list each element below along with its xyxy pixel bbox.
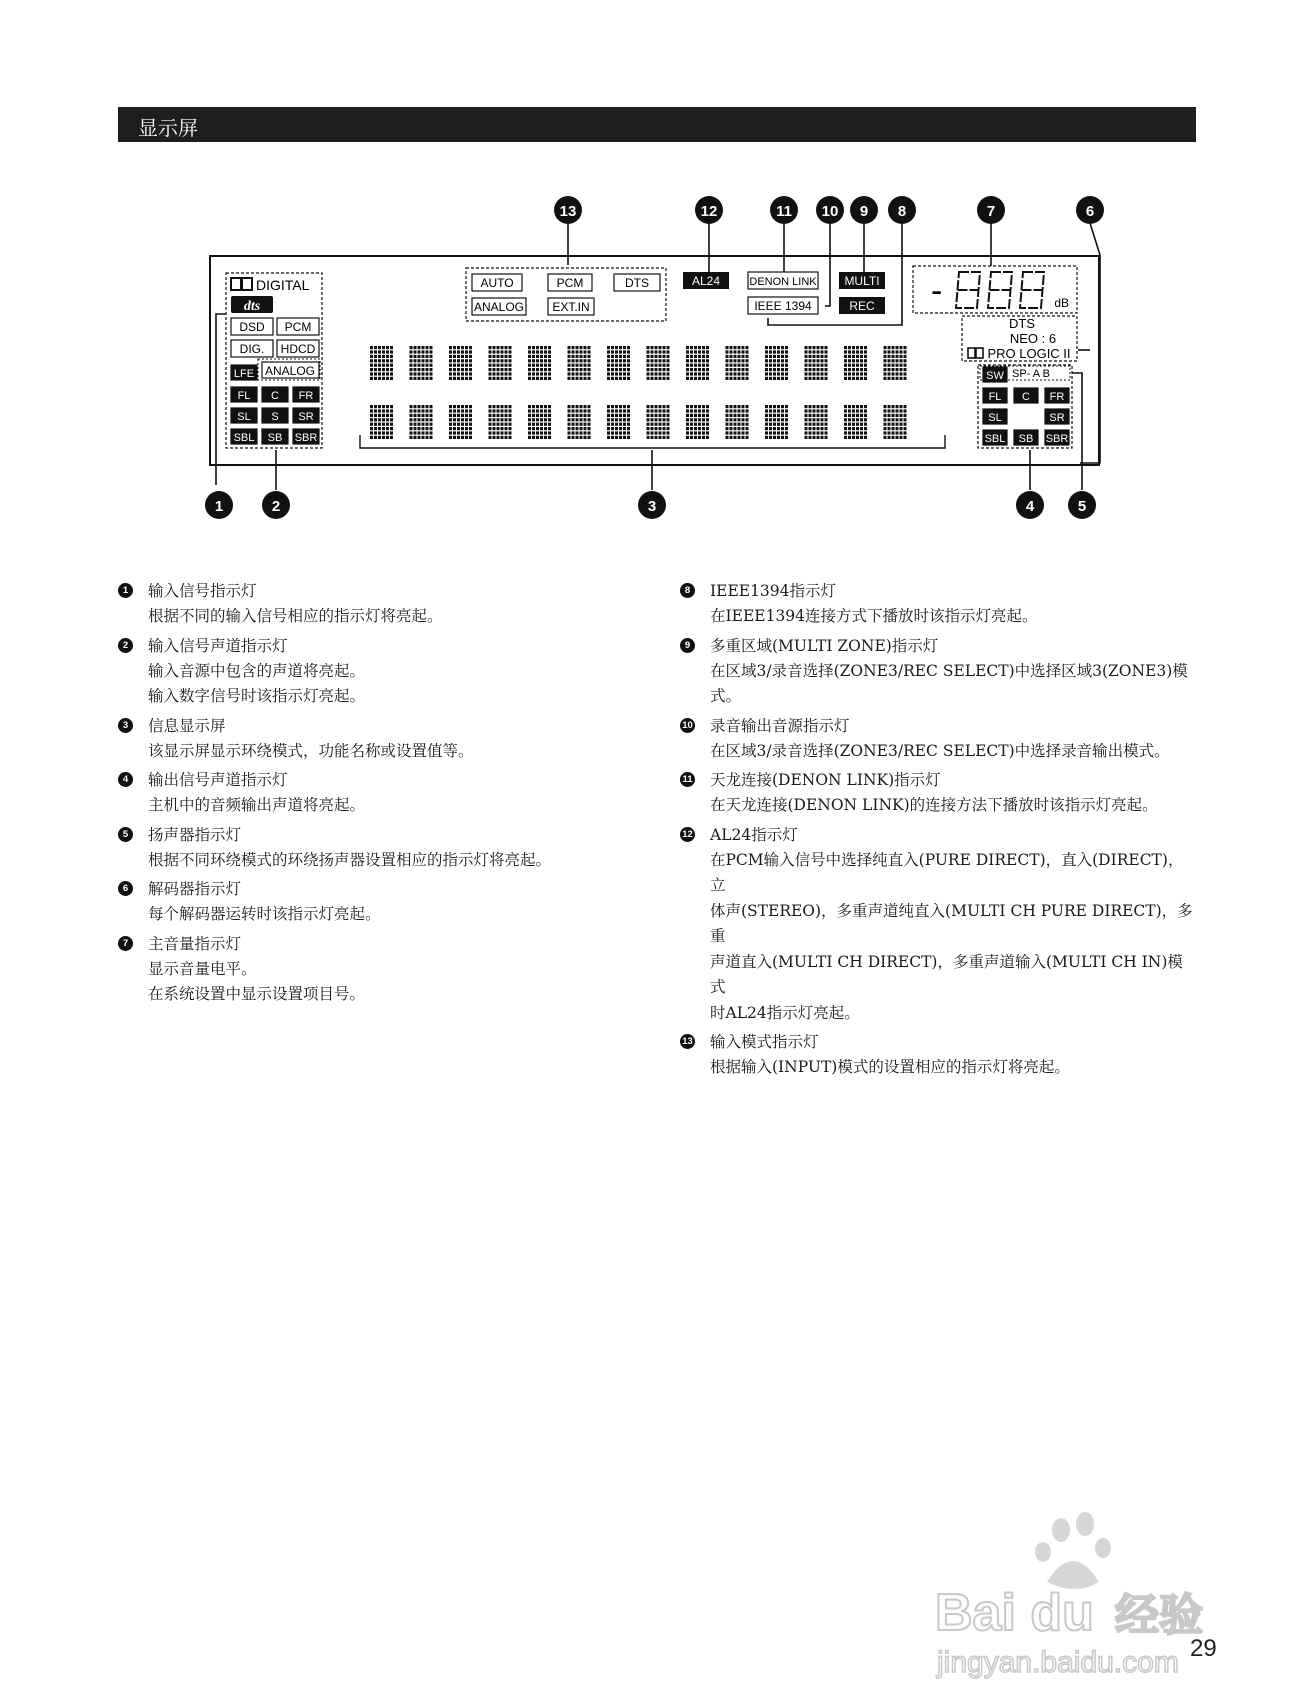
svg-text:MULTI: MULTI — [844, 274, 880, 288]
svg-text:PRO LOGIC II: PRO LOGIC II — [987, 346, 1071, 361]
legend-item-4 — [118, 767, 638, 819]
al24-indicator — [683, 272, 729, 289]
matrix-char — [805, 346, 828, 380]
svg-text:FL: FL — [237, 390, 251, 402]
svg-text:FL: FL — [988, 391, 1002, 403]
callout-2 — [262, 491, 290, 519]
svg-text:-: - — [931, 272, 943, 310]
legend-left-column — [118, 578, 638, 1011]
matrix-char — [449, 405, 472, 439]
dts-logo — [231, 296, 273, 314]
legend-item-desc: 在IEEE1394连接方式下播放时该指示灯亮起。 — [710, 607, 1038, 625]
legend-item-desc: 每个解码器运转时该指示灯亮起。 — [148, 905, 381, 923]
matrix-char — [410, 346, 433, 380]
svg-text:SR: SR — [298, 411, 314, 423]
analog-indicator — [262, 362, 319, 378]
legend-item-desc: 在区域3/录音选择(ZONE3/REC SELECT)中选择录音输出模式。 — [710, 741, 1170, 760]
matrix-char — [370, 405, 393, 439]
callout-10 — [816, 196, 844, 224]
legend-item-title: 9 多重区域(MULTI ZONE)指示灯 — [680, 633, 1195, 659]
input-ch-sl — [231, 408, 257, 423]
svg-text:5: 5 — [1077, 498, 1087, 515]
volume-digit — [956, 272, 980, 308]
decoder-dts: DTS — [1009, 316, 1035, 331]
legend-item-desc: 在系统设置中显示设置项目号。 — [148, 985, 366, 1003]
legend-item-title: 5 扬声器指示灯 — [118, 822, 638, 848]
output-ch-c — [1014, 388, 1038, 403]
matrix-char — [647, 405, 670, 439]
decoder-neo6: NEO : 6 — [1009, 331, 1057, 346]
matrix-char — [884, 346, 907, 380]
page-number: 29 — [1190, 1635, 1217, 1662]
svg-text:1: 1 — [214, 498, 224, 515]
legend-item-desc: 声道直入(MULTI CH DIRECT)，多重声道输入(MULTI CH IN)模式 — [710, 952, 1183, 996]
legend-item-title: 3 信息显示屏 — [118, 713, 638, 739]
baidu-watermark — [935, 1500, 1225, 1680]
svg-text:EXT.IN: EXT.IN — [552, 300, 590, 314]
svg-text:SR: SR — [1049, 412, 1065, 424]
legend-item-10 — [680, 713, 1195, 765]
svg-text:PCM: PCM — [556, 276, 584, 290]
callout-4 — [1016, 491, 1044, 519]
svg-text:DENON LINK: DENON LINK — [749, 276, 817, 288]
svg-text:HDCD: HDCD — [280, 342, 316, 356]
matrix-char — [884, 405, 907, 439]
legend-item-desc: 体声(STEREO)，多重声道纯直入(MULTI CH PURE DIRECT)，多重 — [710, 901, 1193, 945]
callout-1 — [205, 491, 233, 519]
rec-indicator — [839, 297, 885, 314]
legend-item-9 — [680, 633, 1195, 710]
legend-number-badge: 1 — [118, 583, 133, 598]
legend-item-8 — [680, 578, 1195, 630]
svg-text:2: 2 — [271, 498, 281, 515]
legend-item-1 — [118, 578, 638, 630]
decoder-pro-logic — [968, 346, 1071, 361]
callout-3 — [638, 491, 666, 519]
svg-text:dB: dB — [1054, 296, 1069, 310]
svg-text:SBL: SBL — [233, 432, 255, 444]
legend-item-desc: 输入音源中包含的声道将亮起。 — [148, 661, 366, 680]
pcm-indicator — [277, 318, 319, 335]
input-ch-fr — [293, 387, 319, 402]
matrix-char — [449, 346, 472, 380]
legend-item-desc: 在区域3/录音选择(ZONE3/REC SELECT)中选择区域3(ZONE3)模式。 — [710, 661, 1188, 705]
denon-link-indicator — [748, 272, 818, 289]
matrix-char — [686, 405, 709, 439]
output-ch-sbr — [1045, 430, 1069, 445]
legend-number-badge: 3 — [118, 718, 133, 733]
legend-right-column — [680, 578, 1195, 1084]
matrix-char — [489, 346, 512, 380]
callout-9 — [850, 196, 878, 224]
legend-item-12 — [680, 822, 1195, 1027]
svg-text:8: 8 — [897, 203, 907, 220]
svg-text:REC: REC — [849, 299, 875, 313]
legend-number-badge: 11 — [680, 772, 695, 787]
speaker-ab-indicator: SP- A B — [1012, 368, 1050, 380]
svg-text:ANALOG: ANALOG — [264, 364, 316, 378]
legend-item-desc: 时AL24指示灯亮起。 — [710, 1003, 860, 1022]
input-ch-sbr — [293, 429, 319, 444]
legend-number-badge: 10 — [680, 718, 695, 733]
matrix-char — [370, 346, 393, 380]
legend-item-5 — [118, 822, 638, 874]
matrix-char — [568, 346, 591, 380]
output-ch-sl — [983, 409, 1007, 424]
callout-7 — [977, 196, 1005, 224]
legend-item-title: 8 IEEE1394指示灯 — [680, 578, 1195, 604]
legend-item-title: 7 主音量指示灯 — [118, 931, 638, 957]
section-title: 显示屏 — [138, 116, 198, 140]
svg-text:10: 10 — [821, 203, 839, 220]
matrix-char — [765, 346, 788, 380]
svg-text:IEEE 1394: IEEE 1394 — [754, 299, 812, 313]
legend-number-badge: 8 — [680, 583, 695, 598]
input-mode-ext-in — [548, 298, 594, 315]
legend-item-desc: 该显示屏显示环绕模式，功能名称或设置值等。 — [148, 741, 474, 760]
legend-item-title: 13 输入模式指示灯 — [680, 1029, 1195, 1055]
output-ch-sw — [983, 367, 1007, 382]
svg-text:9: 9 — [859, 203, 869, 220]
input-ch-c — [262, 387, 288, 402]
hdcd-indicator — [277, 340, 319, 357]
legend-number-badge: 2 — [118, 638, 133, 653]
legend-item-3 — [118, 713, 638, 765]
svg-text:SL: SL — [237, 411, 251, 423]
svg-text:经验: 经验 — [1115, 1590, 1203, 1641]
legend-item-desc: 主机中的音频输出声道将亮起。 — [148, 796, 366, 814]
input-ch-lfe — [231, 365, 257, 380]
svg-text:DIGITAL: DIGITAL — [256, 277, 310, 293]
output-ch-sbl — [983, 430, 1007, 445]
svg-text:SB: SB — [1018, 433, 1034, 445]
svg-text:AL24: AL24 — [691, 274, 721, 288]
legend-item-desc: 显示音量电平。 — [148, 959, 257, 978]
callout-13 — [554, 196, 582, 224]
volume-digit — [988, 272, 1012, 308]
matrix-char — [726, 346, 749, 380]
svg-text:DIG.: DIG. — [239, 342, 265, 356]
matrix-char — [844, 346, 867, 380]
matrix-char — [726, 405, 749, 439]
matrix-char — [489, 405, 512, 439]
input-ch-sr — [293, 408, 319, 423]
svg-text:SB: SB — [267, 432, 283, 444]
information-display — [370, 346, 907, 439]
svg-text:dts: dts — [243, 299, 261, 314]
input-mode-dts — [614, 274, 660, 291]
matrix-char — [844, 405, 867, 439]
legend-item-desc: 输入数字信号时该指示灯亮起。 — [148, 687, 366, 705]
multi-indicator — [839, 272, 885, 289]
svg-text:PCM: PCM — [284, 320, 312, 334]
svg-text:3: 3 — [647, 498, 657, 515]
output-ch-sb — [1014, 430, 1038, 445]
svg-text:SL: SL — [988, 412, 1002, 424]
svg-text:FR: FR — [298, 390, 314, 402]
svg-text:SBR: SBR — [1045, 433, 1069, 445]
input-ch-sb — [262, 429, 288, 444]
output-ch-fr — [1045, 388, 1069, 403]
svg-text:ANALOG: ANALOG — [473, 300, 525, 314]
matrix-char — [686, 346, 709, 380]
legend-item-2 — [118, 633, 638, 710]
legend-item-desc: 根据不同环绕模式的环绕扬声器设置相应的指示灯将亮起。 — [148, 850, 552, 869]
matrix-char — [528, 346, 551, 380]
ieee1394-indicator — [748, 297, 818, 314]
svg-text:SBL: SBL — [984, 433, 1006, 445]
callout-12 — [695, 196, 723, 224]
svg-text:C: C — [271, 390, 279, 402]
svg-text:12: 12 — [700, 203, 718, 220]
legend-item-6 — [118, 876, 638, 928]
legend-number-badge: 7 — [118, 936, 133, 951]
input-mode-pcm — [548, 274, 592, 291]
input-mode-auto — [472, 274, 522, 291]
legend-item-13 — [680, 1029, 1195, 1081]
svg-text:DSD: DSD — [239, 320, 265, 334]
svg-text:6: 6 — [1085, 203, 1095, 220]
callout-5 — [1068, 491, 1096, 519]
legend-number-badge: 6 — [118, 881, 133, 896]
svg-text:SW: SW — [986, 370, 1004, 382]
svg-text:C: C — [1022, 391, 1030, 403]
callout-8 — [888, 196, 916, 224]
input-mode-analog — [472, 298, 526, 315]
dig-indicator — [231, 340, 273, 357]
legend-number-badge: 13 — [680, 1034, 695, 1049]
legend-item-desc: 在天龙连接(DENON LINK)的连接方法下播放时该指示灯亮起。 — [710, 796, 1158, 814]
matrix-char — [765, 405, 788, 439]
callout-6 — [1076, 196, 1104, 224]
matrix-char — [410, 405, 433, 439]
legend-item-desc: 根据不同的输入信号相应的指示灯将亮起。 — [148, 607, 443, 625]
volume-digit — [1020, 272, 1044, 308]
output-ch-sr — [1045, 409, 1069, 424]
legend-item-11 — [680, 767, 1195, 819]
matrix-char — [528, 405, 551, 439]
svg-text:S: S — [271, 411, 279, 423]
matrix-char — [568, 405, 591, 439]
svg-text:DTS: DTS — [625, 276, 649, 290]
svg-text:SBR: SBR — [294, 432, 318, 444]
legend-number-badge: 5 — [118, 827, 133, 842]
legend-item-title: 11 天龙连接(DENON LINK)指示灯 — [680, 767, 1195, 793]
callout-11 — [770, 196, 798, 224]
legend-item-desc: 在PCM输入信号中选择纯直入(PURE DIRECT)，直入(DIRECT)，立 — [710, 850, 1184, 894]
legend-number-badge: 4 — [118, 772, 133, 787]
legend-item-title: 10 录音输出音源指示灯 — [680, 713, 1195, 739]
legend-item-7 — [118, 931, 638, 1008]
svg-text:AUTO: AUTO — [480, 276, 514, 290]
front-display-diagram — [0, 0, 1310, 560]
legend-number-badge: 12 — [680, 827, 695, 842]
svg-text:FR: FR — [1049, 391, 1065, 403]
svg-text:13: 13 — [559, 203, 577, 220]
dolby-digital-logo — [231, 277, 310, 293]
svg-text:7: 7 — [986, 203, 996, 220]
input-ch-sbl — [231, 429, 257, 444]
legend-number-badge: 9 — [680, 638, 695, 653]
matrix-char — [607, 405, 630, 439]
svg-text:4: 4 — [1025, 498, 1035, 515]
matrix-char — [805, 405, 828, 439]
legend-item-title: 6 解码器指示灯 — [118, 876, 638, 902]
input-ch-s — [262, 408, 288, 423]
legend-item-desc: 根据输入(INPUT)模式的设置相应的指示灯将亮起。 — [710, 1058, 1070, 1076]
svg-text:11: 11 — [776, 203, 792, 220]
matrix-char — [647, 346, 670, 380]
matrix-char — [607, 346, 630, 380]
legend-item-title: 4 输出信号声道指示灯 — [118, 767, 638, 793]
svg-text:jingyan.baidu.com: jingyan.baidu.com — [937, 1646, 1179, 1679]
legend-item-title: 2 输入信号声道指示灯 — [118, 633, 638, 659]
svg-text:Bai du: Bai du — [935, 1584, 1094, 1642]
dsd-indicator — [231, 318, 273, 335]
output-ch-fl — [983, 388, 1007, 403]
svg-text:LFE: LFE — [233, 368, 255, 380]
input-ch-fl — [231, 387, 257, 402]
legend-item-title: 12 AL24指示灯 — [680, 822, 1195, 848]
legend-item-title: 1 输入信号指示灯 — [118, 578, 638, 604]
